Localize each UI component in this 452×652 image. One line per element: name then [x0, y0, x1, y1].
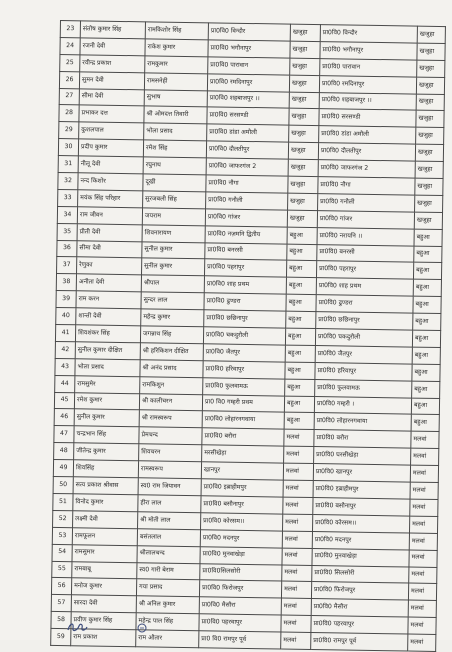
posting-school-cell: प्रा0वि0 जाफरगंज 2: [318, 160, 415, 178]
father-name-cell: सुनील कुमार: [142, 258, 205, 276]
father-name-cell: श्री मोती लाल: [138, 512, 201, 530]
school-cell: प्रा0 वि0 रामपुर पूर्व: [199, 631, 281, 649]
posting-school-cell: प्रा0वि0 नौगा: [318, 177, 415, 195]
school-cell: प्रा0 वि0 गम्हरी प्रथम: [202, 394, 284, 412]
posting-school-cell: प्रा0वि0 मैसौरा: [311, 599, 408, 617]
posting-block-cell: बहुआ: [414, 229, 442, 246]
posting-block-cell: खजुहा: [416, 94, 444, 111]
school-cell: मरसीखेड़ा: [202, 445, 284, 463]
block-cell: खजुहा: [289, 125, 319, 142]
table-container: [50, 20, 435, 652]
teacher-name-cell: संतोष कुमार सिंह: [80, 21, 145, 39]
posting-block-cell: खजुहा: [416, 77, 444, 94]
block-cell: मलवां: [284, 446, 314, 463]
posting-school-cell: प्रा0वि0 ढुण्डरा: [316, 295, 413, 313]
teacher-name-cell: लक्ष्मी देवी: [73, 511, 138, 529]
school-cell: प्रा0वि0 शहबाजपुर ।।: [207, 90, 289, 108]
block-cell: मलवां: [284, 429, 314, 446]
serial-number-cell: 54: [52, 544, 72, 561]
serial-number-cell: 41: [55, 325, 75, 342]
posting-school-cell: प्रा0वि0 गांजर: [317, 210, 414, 228]
block-cell: बहुआ: [286, 311, 316, 328]
father-name-cell: रामकुमार: [145, 56, 208, 74]
school-cell: प्रा0वि0 बरौरा: [202, 428, 284, 446]
father-name-cell: स्व0 राम जियावन: [138, 478, 201, 496]
posting-block-cell: मलवां: [411, 448, 439, 465]
teacher-name-cell: सुमन देवी: [79, 71, 144, 89]
teacher-name-cell: रेणुका: [77, 257, 142, 275]
teacher-name-cell: सत्य प्रकाश श्रीवास: [73, 477, 138, 495]
teacher-name-cell: सीमा देवी: [77, 240, 142, 258]
teacher-name-cell: भोला प्रसाद: [75, 359, 140, 377]
school-cell: प्रा0वि0 डांडा अमौली: [207, 124, 289, 142]
school-cell: प्रा0वि0 कोरसम।।: [201, 513, 283, 531]
posting-block-cell: खजुहा: [416, 111, 444, 128]
father-name-cell: महेन्द्र पाल सिंह: [136, 613, 199, 631]
teacher-name-cell: रमेश कुमार: [74, 392, 139, 410]
school-cell: प्रा0वि0 जाफरगंज 2: [206, 158, 288, 176]
block-cell: खजुहा: [290, 41, 320, 58]
serial-number-cell: 42: [55, 341, 75, 358]
father-name-cell: रमेश सिंह: [143, 140, 206, 158]
posting-block-cell: मलवां: [409, 533, 437, 550]
teacher-name-cell: राम जीवन: [77, 207, 142, 225]
posting-block-cell: बहुआ: [414, 246, 442, 263]
block-cell: खजुहा: [289, 109, 319, 126]
father-name-cell: श्री रामस्वरूप: [139, 410, 202, 428]
teacher-name-cell: सारदा देवी: [71, 595, 136, 613]
posting-block-cell: मलवां: [409, 516, 437, 533]
block-cell: मलवां: [281, 598, 311, 615]
block-cell: खजुहा: [288, 176, 318, 193]
father-name-cell: श्री हरिकिशन दीक्षित: [140, 343, 203, 361]
serial-number-cell: 58: [51, 612, 71, 629]
school-cell: प्रा0वि0 नौगा: [206, 175, 288, 193]
teacher-name-cell: नीलू देवी: [78, 156, 143, 174]
block-cell: खजुहा: [288, 193, 318, 210]
posting-block-cell: बहुआ: [412, 330, 440, 347]
school-cell: प्रा0वि0 चकदुरौली: [203, 327, 285, 345]
father-name-cell: श्रीलालचन्द: [137, 545, 200, 563]
father-name-cell: भोला प्रसाद: [144, 123, 207, 141]
block-cell: मलवां: [283, 497, 313, 514]
block-cell: मलवां: [281, 632, 311, 649]
teacher-name-cell: शिवशंकर सिंह: [75, 325, 140, 343]
posting-block-cell: मलवां: [408, 617, 436, 634]
teacher-name-cell: प्रभाकर दत्त: [79, 105, 144, 123]
serial-number-cell: 57: [51, 595, 71, 612]
serial-number-cell: 43: [55, 358, 75, 375]
posting-block-cell: खजुहा: [415, 161, 443, 178]
serial-number-cell: 37: [57, 257, 77, 274]
father-name-cell: श्री अनंद प्रसाद: [140, 360, 203, 378]
posting-block-cell: खजुहा: [415, 195, 443, 212]
posting-block-cell: खजुहा: [417, 60, 445, 77]
posting-block-cell: बहुआ: [413, 313, 441, 330]
serial-number-cell: 59: [51, 628, 71, 645]
block-cell: बहुआ: [285, 345, 315, 362]
serial-number-cell: 40: [56, 308, 76, 325]
father-name-cell: सुनील कुमार: [142, 241, 205, 259]
block-cell: मलवां: [282, 531, 312, 548]
posting-block-cell: बहुआ: [412, 381, 440, 398]
school-cell: प्रा0वि0 बनरसी: [205, 242, 287, 260]
school-cell: प्रा0वि0 फुलवामऊ: [203, 377, 285, 395]
posting-block-cell: मलवां: [408, 600, 436, 617]
posting-school-cell: प्रा0वि0 बनरसी: [317, 244, 414, 262]
posting-block-cell: खजुहा: [415, 178, 443, 195]
father-name-cell: रामकिशुन: [140, 377, 203, 395]
serial-number-cell: 39: [56, 291, 76, 308]
block-cell: बहुआ: [286, 261, 316, 278]
father-name-cell: प्रेमचन्द: [139, 427, 202, 445]
block-cell: बहुआ: [285, 362, 315, 379]
block-cell: मलवां: [283, 514, 313, 531]
school-cell: प्रा0वि0 पहरवापुर: [199, 614, 281, 632]
teacher-name-cell: कुशलपाल: [79, 122, 144, 140]
teacher-name-cell: मयंक सिंह परिहार: [78, 190, 143, 208]
teacher-name-cell: रामसुमेर: [75, 375, 140, 393]
handwritten-signature: [66, 620, 88, 634]
school-cell: प्रा0वि0 इब्राहीमपुर: [201, 479, 283, 497]
posting-school-cell: प्रा0वि0 पारावान: [320, 58, 417, 76]
block-cell: बहुआ: [284, 413, 314, 430]
father-name-cell: स्व0 गारी बेराम: [137, 562, 200, 580]
posting-block-cell: खजुहा: [415, 144, 443, 161]
posting-school-cell: प्रा0वि0 शाह प्रथम: [316, 278, 413, 296]
serial-number-cell: 25: [60, 54, 80, 71]
father-name-cell: हीरा लाल: [138, 495, 201, 513]
father-name-cell: शिवचरन: [139, 444, 202, 462]
father-name-cell: रघुनाथ: [143, 157, 206, 175]
posting-school-cell: प्रा0वि0 सिलसोरी: [312, 565, 409, 583]
serial-number-cell: 29: [59, 122, 79, 139]
school-cell: प्रा0वि0 विन्दौर: [208, 23, 290, 41]
teacher-name-cell: रामसुमार: [72, 544, 137, 562]
serial-number-cell: 52: [53, 510, 73, 527]
father-name-cell: रामकिशोर सिंह: [145, 22, 208, 40]
posting-block-cell: मलवां: [410, 482, 438, 499]
father-name-cell: शिवनारायण: [142, 225, 205, 243]
posting-school-cell: प्रा0वि0 डांडा अमौली: [319, 126, 416, 144]
school-cell: प्रा0वि0 मुनवाखेड़ा: [200, 546, 282, 564]
serial-number-cell: 36: [57, 240, 77, 257]
school-cell: प्रा0वि0 ढुण्डरा: [204, 293, 286, 311]
posting-block-cell: मलवां: [411, 431, 439, 448]
posting-school-cell: प्रा0वि0 हरिवापुर: [315, 362, 412, 380]
school-cell: प्रा0वि0 हरिवापुर: [203, 361, 285, 379]
serial-number-cell: 31: [58, 156, 78, 173]
posting-school-cell: प्रा0वि0 खानपुर: [313, 464, 410, 482]
school-cell: प्रा0वि0 रमदिनापुर: [207, 73, 289, 91]
posting-block-cell: मलवां: [410, 499, 438, 516]
serial-number-cell: 34: [57, 206, 77, 223]
posting-school-cell: प्रा0वि0 रामपुर पूर्व: [311, 633, 408, 651]
posting-school-cell: प्रा0वि0 फिरोजपुर: [311, 582, 408, 600]
posting-block-cell: बहुआ: [412, 347, 440, 364]
block-cell: खजुहा: [288, 142, 318, 159]
block-cell: मलवां: [283, 480, 313, 497]
block-cell: खजुहा: [289, 92, 319, 109]
teacher-name-cell: सुनील कुमार: [74, 409, 139, 427]
teacher-name-cell: प्रदीप कुमार: [78, 139, 143, 157]
father-name-cell: सुरजबली सिंह: [143, 191, 206, 209]
posting-school-cell: प्रा0वि0 कोरसम।।: [313, 514, 410, 532]
father-name-cell: राकेश कुमार: [145, 39, 208, 57]
teacher-name-cell: मनोज कुमार: [71, 578, 136, 596]
serial-number-cell: 33: [58, 189, 78, 206]
serial-number-cell: 55: [52, 561, 72, 578]
block-cell: बहुआ: [284, 396, 314, 413]
posting-school-cell: प्रा0वि0 शहबाजपुर ।।: [319, 92, 416, 110]
posting-block-cell: मलवां: [409, 567, 437, 584]
father-name-cell: राम औतार: [136, 630, 199, 648]
school-cell: प्रा0वि0 गनौली: [206, 192, 288, 210]
school-cell: प्रा0वि0 मैसौरा: [199, 597, 281, 615]
block-cell: खजुहा: [289, 75, 319, 92]
school-cell: प्रा0वि0 नज़मनि द्वितीय: [205, 225, 287, 243]
block-cell: बहुआ: [287, 227, 317, 244]
posting-block-cell: बहुआ: [413, 296, 441, 313]
father-name-cell: दूखी: [143, 174, 206, 192]
block-cell: बहुआ: [285, 379, 315, 396]
posting-school-cell: प्रा0वि0 नरायनि ।।: [317, 227, 414, 245]
father-name-cell: श्रीपाल: [141, 275, 204, 293]
posting-school-cell: प्रा0वि0 गम्हरी ।: [314, 396, 411, 414]
teacher-name-cell: सीमा देवी: [79, 88, 144, 106]
school-cell: प्रा0वि0 पहरापुर: [204, 259, 286, 277]
school-cell: प्रा0वि0 लोहारनगवाया: [202, 411, 284, 429]
serial-number-cell: 30: [58, 139, 78, 156]
posting-school-cell: प्रा0वि0 बसौनापुर: [313, 497, 410, 515]
father-name-cell: जयराम: [142, 208, 205, 226]
school-cell: प्रा0वि0 भगौनापुर: [208, 40, 290, 58]
block-cell: मलवां: [282, 548, 312, 565]
posting-school-cell: प्रा0वि0 विन्दौर: [320, 25, 417, 43]
school-cell: प्रा0वि0 दौलतीपुर: [206, 141, 288, 159]
posting-school-cell: प्रा0वि0 गनौली: [318, 193, 415, 211]
father-name-cell: श्री अनिल कुमार: [136, 596, 199, 614]
father-name-cell: गया प्रसाद: [136, 579, 199, 597]
teacher-name-cell: रवीन्द्र प्रकाश: [80, 55, 145, 73]
block-cell: खजुहा: [290, 58, 320, 75]
serial-number-cell: 44: [55, 375, 75, 392]
posting-block-cell: खजुहा: [417, 26, 445, 43]
school-cell: प्रा0वि0 फिरोजपुर: [199, 580, 281, 598]
serial-number-cell: 27: [59, 88, 79, 105]
block-cell: बहुआ: [285, 328, 315, 345]
posting-school-cell: प्रा0वि0 मदनपुर: [312, 531, 409, 549]
teacher-name-cell: सुनील कुमार दीक्षित: [75, 342, 140, 360]
serial-number-cell: 45: [54, 392, 74, 409]
teacher-name-cell: नन्द किशोर: [78, 173, 143, 191]
posting-school-cell: प्रा0वि0 घरसीखेड़ा: [314, 447, 411, 465]
posting-school-cell: प्रा0वि0 पहरापुर: [316, 261, 413, 279]
serial-number-cell: 51: [53, 493, 73, 510]
posting-school-cell: प्रा0वि0 सरसण्डी: [319, 109, 416, 127]
school-cell: प्रा0वि0सिलसोरी: [200, 563, 282, 581]
posting-school-cell: प्रा0वि0 बरौरा: [314, 430, 411, 448]
teacher-list-table: [50, 20, 446, 652]
teacher-name-cell: शिवसिंह: [73, 460, 138, 478]
serial-number-cell: 53: [52, 527, 72, 544]
posting-school-cell: प्रा0वि0 छछिनापुर: [316, 312, 413, 330]
teacher-name-cell: राम करन: [76, 291, 141, 309]
posting-school-cell: प्रा0वि0 रमदिनापुर: [319, 75, 416, 93]
teacher-name-cell: विनोद कुमार: [73, 494, 138, 512]
father-name-cell: रामस्वरूप: [138, 461, 201, 479]
posting-block-cell: मलवां: [410, 465, 438, 482]
school-cell: प्रा0वि0 शाह प्रथम: [204, 276, 286, 294]
father-name-cell: सुन्दर लाल: [141, 292, 204, 310]
serial-number-cell: 47: [54, 426, 74, 443]
serial-number-cell: 46: [54, 409, 74, 426]
block-cell: खजुहा: [290, 24, 320, 41]
teacher-name-cell: चन्द्रभान सिंह: [74, 426, 139, 444]
teacher-name-cell: रामफूलन: [72, 527, 137, 545]
teacher-name-cell: प्रीती देवी: [77, 223, 142, 241]
posting-block-cell: मलवां: [408, 583, 436, 600]
teacher-name-cell: शान्ती देवी: [76, 308, 141, 326]
posting-block-cell: बहुआ: [412, 364, 440, 381]
block-cell: बहुआ: [287, 244, 317, 261]
serial-number-cell: 28: [59, 105, 79, 122]
teacher-name-cell: अनीता देवी: [76, 274, 141, 292]
serial-number-cell: 24: [60, 37, 80, 54]
serial-number-cell: 48: [54, 443, 74, 460]
posting-school-cell: प्रा0वि0 लोहारनगवाया: [314, 413, 411, 431]
block-cell: बहुआ: [286, 277, 316, 294]
posting-school-cell: प्रा0वि0 चकदुरौली: [315, 329, 412, 347]
school-cell: प्रा0वि0 मदनपुर: [200, 529, 282, 547]
block-cell: मलवां: [281, 581, 311, 598]
school-cell: प्रा0वि0 बसौनापुर: [201, 496, 283, 514]
teacher-name-cell: राम प्रकाश: [71, 629, 136, 647]
block-cell: खजुहा: [287, 210, 317, 227]
serial-number-cell: 56: [51, 578, 71, 595]
table-body: [51, 21, 446, 652]
father-name-cell: श्री ओमदत्त तिवारी: [144, 106, 207, 124]
serial-number-cell: 38: [56, 274, 76, 291]
posting-block-cell: मलवां: [409, 550, 437, 567]
posting-school-cell: प्रा0वि0 भगौनापुर: [320, 41, 417, 59]
posting-school-cell: प्रा0वि0 फुलवामऊ: [315, 379, 412, 397]
serial-number-cell: 50: [53, 476, 73, 493]
posting-block-cell: बहुआ: [411, 415, 439, 432]
serial-number-cell: 49: [53, 460, 73, 477]
serial-number-cell: 35: [57, 223, 77, 240]
block-cell: मलवां: [281, 615, 311, 632]
father-name-cell: जगन्नाथ सिंह: [140, 326, 203, 344]
teacher-name-cell: प्रवीण कुमार सिंह: [71, 612, 136, 630]
school-cell: प्रा0वि0 पारावान: [208, 57, 290, 75]
initial-mark: [136, 622, 148, 634]
posting-block-cell: बहुआ: [413, 279, 441, 296]
posting-school-cell: प्रा0वि0 जैतपुर: [315, 345, 412, 363]
teacher-name-cell: जीतेन्द्र कुमार: [74, 443, 139, 461]
father-name-cell: महेन्द्र कुमार: [141, 309, 204, 327]
teacher-name-cell: रामबाबू: [72, 561, 137, 579]
block-cell: खजुहा: [288, 159, 318, 176]
posting-block-cell: बहुआ: [413, 263, 441, 280]
father-name-cell: बसंतलाल: [137, 528, 200, 546]
school-cell: प्रा0वि0 जैतपुर: [203, 344, 285, 362]
serial-number-cell: 23: [60, 21, 80, 38]
school-cell: प्रा0वि0 छछिनापुर: [204, 310, 286, 328]
posting-block-cell: खजुहा: [416, 127, 444, 144]
posting-school-cell: प्रा0वि0 इब्राहीमपुर: [313, 481, 410, 499]
block-cell: मलवां: [282, 565, 312, 582]
block-cell: बहुआ: [286, 294, 316, 311]
posting-block-cell: बहुआ: [411, 398, 439, 415]
teacher-name-cell: रजनी देवी: [80, 38, 145, 56]
posting-block-cell: मलवां: [408, 634, 436, 651]
school-cell: प्रा0वि0 गांजर: [205, 209, 287, 227]
posting-school-cell: प्रा0वि0 पहरवापुर: [311, 616, 408, 634]
posting-block-cell: खजुहा: [417, 43, 445, 60]
serial-number-cell: 32: [58, 173, 78, 190]
posting-school-cell: प्रा0वि0 मुनवाखेड़ा: [312, 548, 409, 566]
serial-number-cell: 26: [59, 71, 79, 88]
school-cell: प्रा0वि0 सरसण्डी: [207, 107, 289, 125]
father-name-cell: श्री कालीचरन: [139, 393, 202, 411]
father-name-cell: रामसनेही: [144, 73, 207, 91]
posting-block-cell: खजुहा: [414, 212, 442, 229]
school-cell: खानपुर: [201, 462, 283, 480]
father-name-cell: सुभाष: [144, 89, 207, 107]
block-cell: मलवां: [283, 463, 313, 480]
posting-school-cell: प्रा0वि0 दौलतीपुर: [318, 143, 415, 161]
